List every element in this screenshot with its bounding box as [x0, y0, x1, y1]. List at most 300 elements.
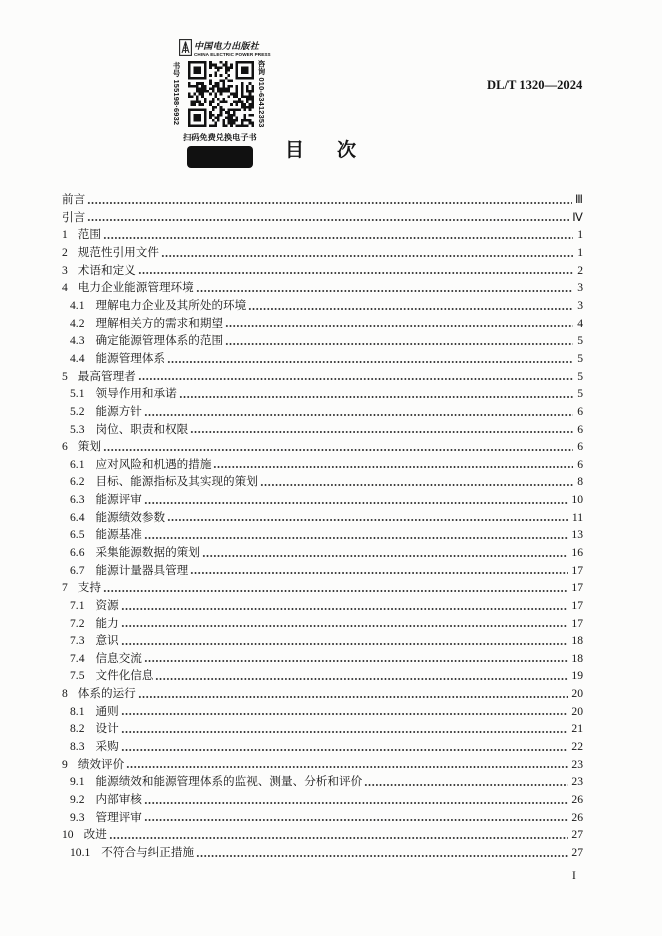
qr-module: [241, 124, 244, 127]
qr-module: [251, 90, 254, 93]
qr-module: [222, 101, 225, 104]
qr-module: [241, 66, 249, 74]
qr-module: [251, 85, 254, 88]
qr-module: [230, 119, 233, 122]
qr-module: [214, 93, 217, 96]
leader-dots: [103, 438, 573, 456]
leader-dots: [190, 421, 573, 439]
qr-module: [228, 95, 231, 98]
qr-module: [225, 72, 228, 75]
toc-entry-number: 9.3: [70, 810, 85, 824]
toc-entry: [62, 579, 583, 597]
qr-module: [230, 79, 233, 82]
toc-entry: [62, 385, 583, 403]
qr-module: [233, 119, 236, 122]
qr-module: [214, 82, 217, 85]
qr-module: [251, 122, 254, 125]
qr-module: [220, 79, 223, 82]
qr-module: [212, 106, 215, 109]
toc-entry-number: 4: [62, 281, 68, 295]
qr-module: [233, 109, 236, 112]
toc-entry: [62, 738, 583, 756]
qr-module: [220, 61, 223, 64]
leader-dots: [144, 650, 569, 668]
qr-module: [193, 85, 196, 88]
leader-dots: [167, 509, 569, 527]
qr-module: [220, 101, 223, 104]
leader-dots: [364, 773, 568, 791]
qr-module: [214, 95, 217, 98]
qr-module: [238, 109, 241, 112]
toc-entry: [62, 685, 583, 703]
redacted-code-box: [187, 146, 253, 168]
toc-entry: [62, 297, 583, 315]
toc-entry-page: Ⅳ: [572, 210, 583, 224]
toc-entry-title: 能源绩效和能源管理体系的监视、测量、分析和评价: [95, 774, 363, 789]
toc-entry-number: 4.2: [70, 316, 85, 330]
qr-module: [249, 93, 252, 96]
qr-module: [188, 82, 191, 85]
toc-entry-page: 21: [571, 722, 583, 736]
qr-module: [241, 90, 244, 93]
qr-module: [199, 101, 202, 104]
qr-module: [217, 114, 220, 117]
toc-entry-title: 前言: [62, 192, 86, 207]
qr-module: [214, 64, 217, 67]
book-number: 书号 155198·6932: [172, 62, 181, 126]
leader-dots: [87, 209, 569, 227]
toc-entry-number: 7.2: [70, 616, 85, 630]
leader-dots: [144, 491, 569, 509]
qr-module: [236, 90, 239, 93]
leader-dots: [155, 667, 568, 685]
toc-entry-page: 1: [577, 246, 583, 260]
toc-entry-page: 6: [577, 457, 583, 471]
qr-module: [217, 66, 220, 69]
qr-module: [220, 114, 223, 117]
qr-module: [246, 119, 249, 122]
qr-module: [228, 90, 231, 93]
qr-module: [238, 101, 241, 104]
qr-module: [241, 119, 244, 122]
toc-entry-page: 27: [571, 845, 583, 859]
qr-module: [209, 103, 212, 106]
qr-module: [209, 111, 212, 114]
toc-entry-page: 19: [571, 669, 583, 683]
qr-module: [222, 79, 225, 82]
qr-module: [228, 109, 231, 112]
qr-module: [212, 90, 215, 93]
qr-module: [222, 98, 225, 101]
qr-module: [217, 87, 220, 90]
toc-entry-number: 3: [62, 263, 68, 277]
toc-entry-title: 能源基准: [95, 527, 142, 542]
qr-module: [251, 101, 254, 104]
toc-entry-number: 4.1: [70, 299, 85, 313]
qr-module: [212, 64, 215, 67]
qr-module: [222, 90, 225, 93]
toc-entry: [62, 456, 583, 474]
qr-module: [204, 101, 207, 104]
toc-entry-number: 7.5: [70, 669, 85, 683]
qr-module: [193, 114, 201, 122]
qr-module: [209, 101, 212, 104]
qr-module: [193, 66, 201, 74]
qr-module: [212, 124, 215, 127]
qr-module: [222, 82, 225, 85]
qr-module: [228, 87, 231, 90]
leader-dots: [144, 809, 569, 827]
leader-dots: [138, 685, 569, 703]
qr-code-icon[interactable]: [188, 61, 254, 127]
qr-module: [233, 122, 236, 125]
toc-entry: [62, 350, 583, 368]
leader-dots: [121, 597, 569, 615]
qr-module: [246, 87, 249, 90]
leader-dots: [260, 473, 573, 491]
qr-module: [228, 79, 231, 82]
toc-entry-page: 17: [571, 598, 583, 612]
qr-module: [251, 124, 254, 127]
qr-module: [214, 106, 217, 109]
toc-entry-number: 6.1: [70, 457, 85, 471]
toc-entry-number: 8: [62, 687, 68, 701]
qr-module: [212, 85, 215, 88]
toc-entry-number: 5: [62, 369, 68, 383]
qr-module: [228, 116, 231, 119]
leader-dots: [190, 562, 568, 580]
toc-entry-title: 能源计量器具管理: [95, 562, 189, 577]
toc-entry-title: 理解相关方的需求和期望: [95, 315, 224, 330]
toc-entry: [62, 421, 583, 439]
qr-module: [199, 90, 202, 93]
qr-module: [209, 114, 212, 117]
qr-module: [225, 77, 228, 80]
qr-module: [220, 74, 223, 77]
qr-module: [222, 122, 225, 125]
leader-dots: [179, 385, 573, 403]
qr-module: [225, 101, 228, 104]
qr-module: [233, 95, 236, 98]
qr-module: [201, 85, 204, 88]
qr-module: [230, 103, 233, 106]
qr-module: [217, 98, 220, 101]
qr-module: [201, 95, 204, 98]
qr-module: [222, 87, 225, 90]
toc-entry: [62, 844, 583, 862]
qr-module: [209, 79, 212, 82]
toc-entry-title: 改进: [83, 827, 107, 842]
qr-module: [220, 111, 223, 114]
qr-module: [191, 95, 194, 98]
qr-module: [249, 90, 252, 93]
qr-module: [249, 106, 252, 109]
toc-entry-title: 能源评审: [95, 492, 142, 507]
toc-entry-page: 1: [577, 228, 583, 242]
toc-entry: [62, 226, 583, 244]
qr-module: [220, 109, 223, 112]
toc-entry: [62, 826, 583, 844]
qr-module: [212, 109, 215, 112]
qr-module: [201, 82, 204, 85]
toc-entry-title: 应对风险和机遇的措施: [95, 456, 212, 471]
toc-entry-page: 3: [577, 299, 583, 313]
qr-module: [249, 109, 252, 112]
qr-module: [225, 116, 228, 119]
toc-entry-title: 管理评审: [95, 809, 142, 824]
toc-entry-title: 绩效评价: [77, 756, 125, 771]
toc-entry-page: 6: [577, 440, 583, 454]
toc-entry-number: 9.1: [70, 775, 85, 789]
toc-entry: [62, 438, 583, 456]
toc-entry: [62, 562, 583, 580]
toc-entry-title: 体系的运行: [77, 686, 136, 701]
leader-dots: [103, 579, 568, 597]
toc-entry-page: 11: [571, 510, 583, 524]
toc-entry-title: 能力: [95, 615, 119, 630]
toc-entry: [62, 262, 583, 280]
qr-module: [209, 93, 212, 96]
leader-dots: [161, 244, 573, 262]
qr-module: [236, 109, 239, 112]
qr-module: [191, 85, 194, 88]
publisher-logo-icon: [179, 39, 192, 56]
qr-module: [225, 87, 228, 90]
leader-dots: [121, 703, 569, 721]
table-of-contents: [62, 191, 583, 861]
toc-entry-page: 5: [577, 369, 583, 383]
qr-module: [188, 93, 191, 96]
qr-module: [209, 124, 212, 127]
qr-module: [225, 66, 228, 69]
toc-entry: [62, 667, 583, 685]
leader-dots: [126, 756, 568, 774]
qr-module: [206, 90, 209, 93]
qr-caption: 扫码免费兑换电子书: [183, 133, 257, 142]
qr-module: [201, 103, 204, 106]
qr-module: [212, 87, 215, 90]
toc-entry: [62, 209, 583, 227]
qr-module: [228, 69, 231, 72]
toc-entry-title: 能源方针: [95, 403, 142, 418]
qr-module: [243, 114, 246, 117]
toc-entry: [62, 526, 583, 544]
qr-module: [214, 66, 217, 69]
qr-module: [209, 74, 212, 77]
toc-entry-page: 5: [577, 351, 583, 365]
toc-entry-page: 17: [571, 616, 583, 630]
leader-dots: [202, 544, 569, 562]
qr-module: [204, 85, 207, 88]
qr-module: [236, 116, 239, 119]
qr-module: [193, 103, 196, 106]
qr-module: [225, 111, 228, 114]
qr-module: [241, 82, 244, 85]
qr-module: [217, 90, 220, 93]
toc-entry: [62, 773, 583, 791]
qr-module: [225, 61, 228, 64]
qr-module: [217, 69, 220, 72]
toc-entry-page: 20: [571, 704, 583, 718]
qr-module: [251, 87, 254, 90]
leader-dots: [144, 791, 569, 809]
toc-entry-title: 内部审核: [95, 791, 142, 806]
toc-entry-number: 6.2: [70, 475, 85, 489]
toc-entry-page: 22: [571, 740, 583, 754]
qr-module: [217, 82, 220, 85]
leader-dots: [121, 738, 569, 756]
qr-module: [251, 103, 254, 106]
qr-module: [228, 122, 231, 125]
toc-entry-title: 能源绩效参数: [95, 509, 166, 524]
qr-module: [236, 119, 239, 122]
toc-entry-title: 信息交流: [95, 650, 142, 665]
qr-module: [233, 93, 236, 96]
qr-module: [236, 124, 239, 127]
toc-entry-page: 5: [577, 334, 583, 348]
toc-entry-title: 采集能源数据的策划: [95, 545, 200, 559]
qr-module: [209, 116, 212, 119]
toc-entry-title: 设计: [95, 721, 119, 736]
toc-entry: [62, 632, 583, 650]
qr-module: [236, 85, 239, 88]
qr-module: [241, 93, 244, 96]
qr-module: [230, 122, 233, 125]
toc-entry-title: 意识: [95, 633, 119, 648]
toc-entry: [62, 650, 583, 668]
qr-module: [236, 93, 239, 96]
qr-module: [241, 85, 244, 88]
toc-entry: [62, 597, 583, 615]
toc-entry-page: 13: [571, 528, 583, 542]
qr-module: [214, 74, 217, 77]
qr-module: [201, 93, 204, 96]
toc-entry-page: 3: [577, 281, 583, 295]
toc-entry-page: 18: [571, 651, 583, 665]
qr-module: [249, 95, 252, 98]
toc-entry-page: 2: [577, 263, 583, 277]
qr-module: [199, 93, 202, 96]
qr-module: [201, 87, 204, 90]
toc-entry-number: 4.3: [70, 334, 85, 348]
qr-module: [196, 90, 199, 93]
leader-dots: [109, 826, 569, 844]
toc-entry-number: 7: [62, 581, 68, 595]
toc-entry: [62, 615, 583, 633]
toc-entry-number: 8.2: [70, 722, 85, 736]
qr-module: [236, 101, 239, 104]
qr-module: [220, 66, 223, 69]
qr-module: [199, 82, 202, 85]
qr-module: [212, 101, 215, 104]
toc-entry-number: 6.6: [70, 546, 85, 559]
qr-module: [214, 116, 217, 119]
qr-module: [243, 116, 246, 119]
leader-dots: [196, 279, 573, 297]
qr-module: [233, 111, 236, 114]
qr-module: [230, 109, 233, 112]
qr-module: [243, 95, 246, 98]
qr-module: [236, 87, 239, 90]
toc-entry-number: 1: [62, 228, 68, 242]
toc-entry: [62, 509, 583, 527]
qr-module: [222, 124, 225, 127]
qr-module: [241, 87, 244, 90]
toc-entry-page: 17: [571, 581, 583, 595]
leader-dots: [196, 844, 568, 862]
toc-entry-title: 范围: [77, 227, 101, 242]
toc-entry-number: 10: [62, 828, 74, 842]
leader-dots: [121, 632, 569, 650]
toc-entry: [62, 809, 583, 827]
toc-entry-page: 26: [571, 810, 583, 824]
toc-entry: [62, 473, 583, 491]
qr-module: [196, 85, 199, 88]
footer-page-number: I: [572, 870, 576, 882]
qr-module: [246, 95, 249, 98]
qr-module: [249, 119, 252, 122]
leader-dots: [225, 332, 573, 350]
qr-module: [225, 69, 228, 72]
qr-module: [228, 66, 231, 69]
leader-dots: [103, 226, 573, 244]
qr-module: [199, 87, 202, 90]
toc-entry-title: 术语和定义: [77, 262, 136, 277]
toc-entry-page: 6: [577, 422, 583, 436]
toc-entry-title: 能源管理体系: [95, 350, 166, 365]
toc-entry-title: 资源: [95, 597, 119, 612]
qr-module: [220, 93, 223, 96]
toc-entry: [62, 403, 583, 421]
leader-dots: [138, 368, 573, 386]
qr-module: [233, 114, 236, 117]
qr-module: [196, 98, 199, 101]
qr-module: [241, 101, 244, 104]
qr-module: [238, 124, 241, 127]
toc-entry-title: 不符合与纠正措施: [101, 844, 195, 859]
qr-module: [222, 109, 225, 112]
qr-module: [220, 87, 223, 90]
leader-dots: [121, 720, 569, 738]
toc-entry-page: 20: [571, 687, 583, 701]
toc-entry: [62, 279, 583, 297]
qr-module: [230, 66, 233, 69]
toc-entry-number: 10.1: [70, 845, 91, 859]
qr-module: [230, 124, 233, 127]
leader-dots: [144, 403, 573, 421]
toc-entry-number: 6: [62, 440, 68, 454]
toc-entry-title: 确定能源管理体系的范围: [95, 333, 224, 348]
toc-entry: [62, 544, 583, 562]
qr-module: [214, 72, 217, 75]
qr-module: [196, 82, 199, 85]
leader-dots: [167, 350, 573, 368]
qr-module: [230, 93, 233, 96]
toc-entry-number: 7.3: [70, 634, 85, 648]
qr-module: [217, 85, 220, 88]
leader-dots: [248, 297, 573, 315]
toc-entry-number: 6.5: [70, 528, 85, 542]
qr-module: [204, 98, 207, 101]
toc-entry-page: 26: [571, 792, 583, 806]
toc-entry: [62, 332, 583, 350]
toc-entry-title: 目标、能源指标及其实现的策划: [95, 474, 258, 489]
qr-module: [217, 103, 220, 106]
toc-entry-number: 2: [62, 246, 68, 260]
toc-entry-number: 8.3: [70, 740, 85, 754]
toc-entry-title: 文件化信息: [95, 668, 154, 683]
toc-entry-page: 5: [577, 387, 583, 401]
